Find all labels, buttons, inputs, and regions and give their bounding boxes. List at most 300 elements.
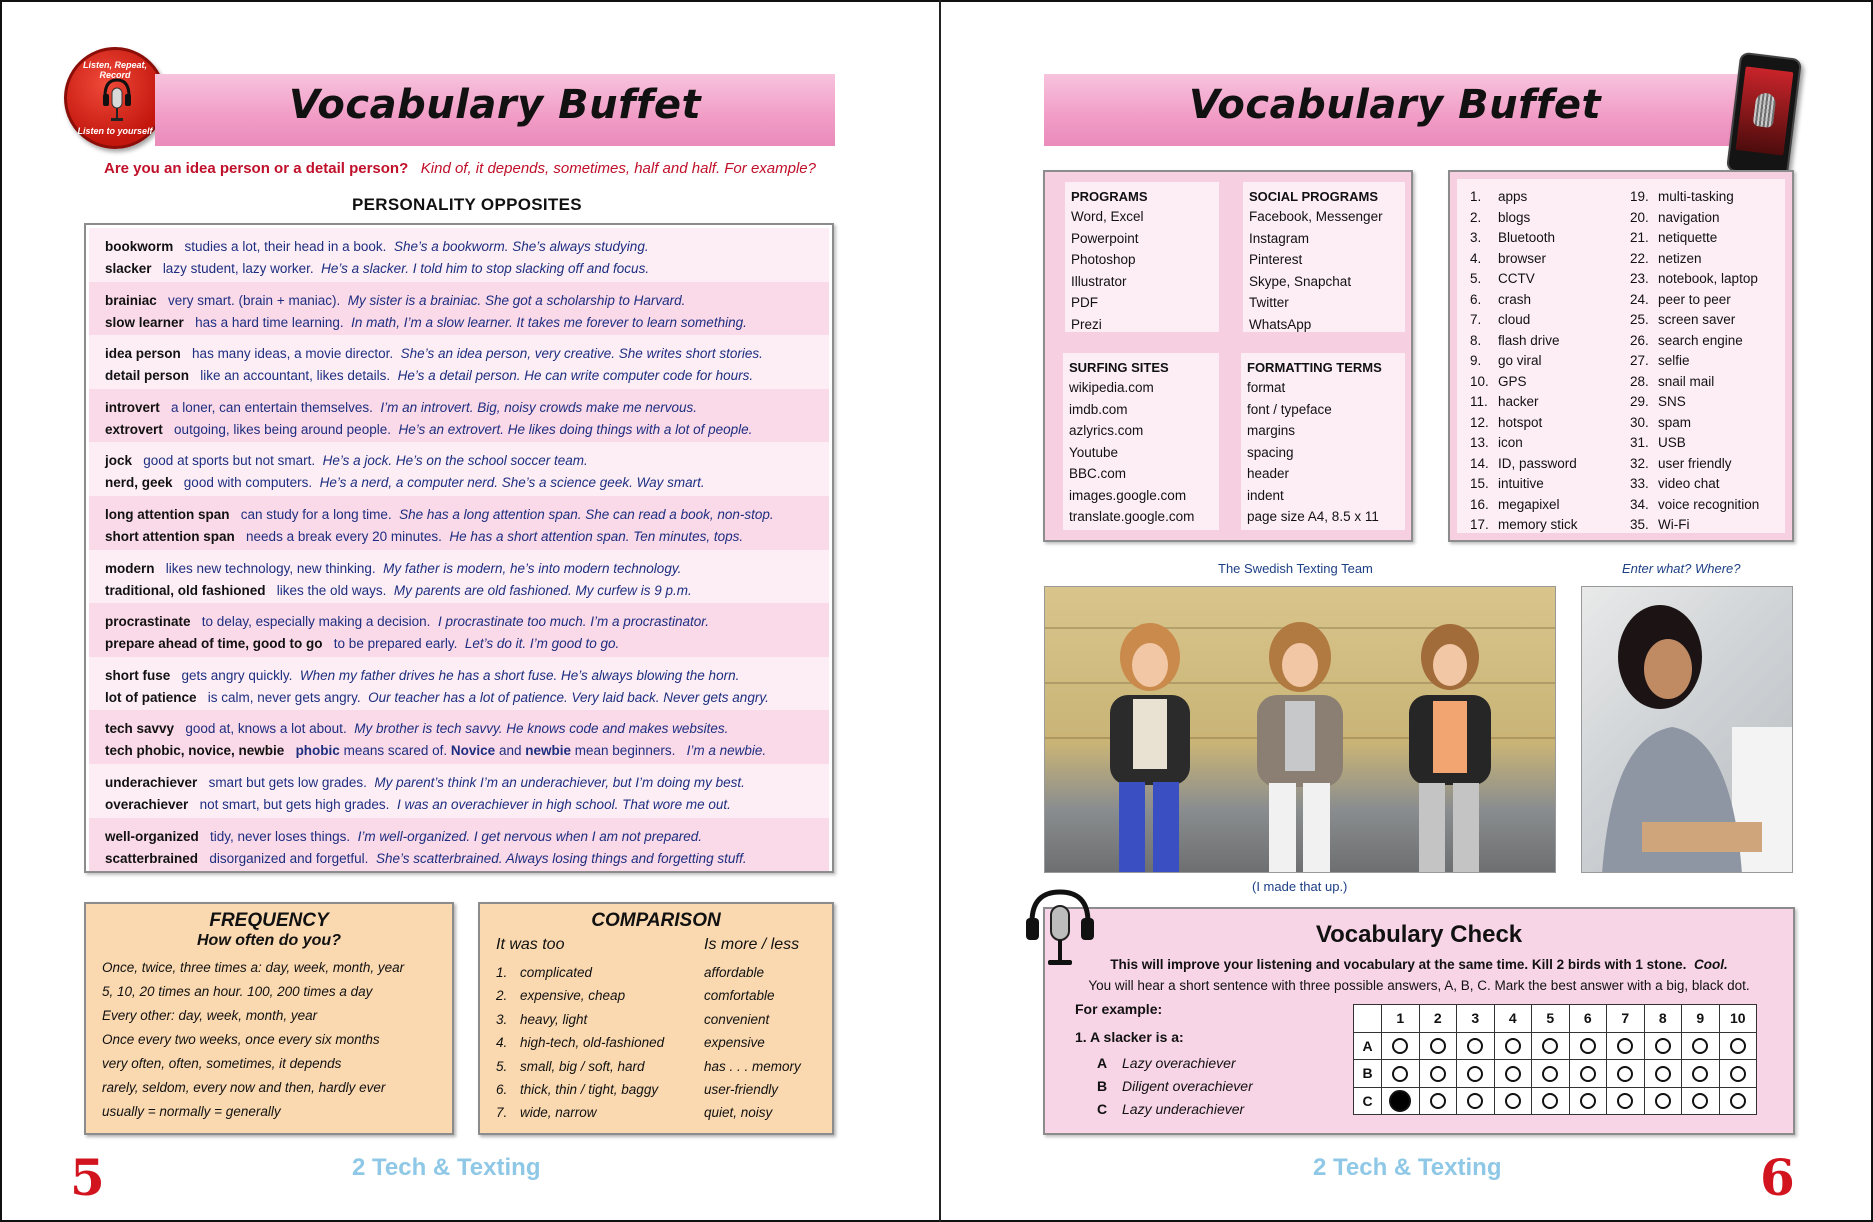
answer-option xyxy=(1097,1101,1245,1117)
definition-part: mean beginners. xyxy=(574,743,676,759)
answer-bubble[interactable] xyxy=(1467,1093,1483,1109)
frequency-box xyxy=(84,902,454,1135)
vocab-word: bookworm xyxy=(105,239,174,254)
personality-opposites-box xyxy=(84,223,834,873)
answer-cell[interactable] xyxy=(1494,1060,1532,1088)
answer-bubble[interactable] xyxy=(1730,1093,1746,1109)
definition: likes new technology, new thinking. xyxy=(165,560,376,576)
item-number: 33. xyxy=(1630,476,1649,491)
answer-cell[interactable] xyxy=(1682,1032,1720,1060)
item-number: 16. xyxy=(1470,496,1489,512)
term-item: BBC.com xyxy=(1069,466,1127,481)
comparison-headers xyxy=(480,936,832,962)
definition: good at, knows a lot about. xyxy=(185,721,347,737)
vocabulary-item xyxy=(1470,415,1620,436)
example-sentence: Let’s do it. I’m good to go. xyxy=(464,636,620,652)
definition-part: phobic xyxy=(295,743,340,759)
item-term: screen saver xyxy=(1658,312,1736,327)
opposite-line xyxy=(105,397,829,419)
answer-cell[interactable] xyxy=(1457,1060,1495,1088)
answer-cell[interactable] xyxy=(1644,1032,1682,1060)
row-number: 5. xyxy=(496,1058,508,1074)
item-number: 25. xyxy=(1630,312,1649,327)
comparison-right: quiet, noisy xyxy=(704,1105,773,1121)
vocab-word: short fuse xyxy=(105,667,171,683)
vocab-word: tech savvy xyxy=(105,721,175,737)
opposite-pair-row xyxy=(89,282,829,336)
answer-bubble[interactable] xyxy=(1692,1093,1708,1109)
vocab-word: prepare ahead of time, good to go xyxy=(105,636,323,652)
answer-cell[interactable] xyxy=(1382,1032,1420,1060)
example-sentence: Our teacher has a lot of patience. Very laid back. Never gets angry. xyxy=(368,689,769,705)
vocab-word: extrovert xyxy=(105,421,163,437)
item-number: 8. xyxy=(1470,332,1482,348)
item-term: Bluetooth xyxy=(1498,230,1556,245)
answer-cell[interactable] xyxy=(1719,1087,1757,1115)
comparison-right: has . . . memory xyxy=(704,1058,801,1074)
definition: smart but gets low grades. xyxy=(208,774,367,790)
definition-part: Novice xyxy=(450,743,496,759)
frequency-line: usually = normally = generally xyxy=(102,1104,281,1119)
vocabulary-item xyxy=(1470,251,1620,272)
item-number: 5. xyxy=(1470,271,1482,286)
comparison-left: high-tech, old-fashioned xyxy=(520,1035,665,1051)
microphone-icon xyxy=(1753,92,1777,128)
vocab-word: long attention span xyxy=(105,506,230,522)
answer-bubble-filled[interactable] xyxy=(1389,1090,1411,1112)
item-term: video chat xyxy=(1658,476,1720,491)
opposite-line xyxy=(105,419,829,441)
example-sentence: I’m a newbie. xyxy=(686,743,767,759)
answer-cell[interactable] xyxy=(1719,1032,1757,1060)
example-sentence: He has a short attention span. Ten minutes, tops. xyxy=(449,528,744,544)
term-item: wikipedia.com xyxy=(1069,380,1154,395)
item-number: 11. xyxy=(1470,394,1488,409)
social-programs-list xyxy=(1249,206,1405,335)
example-sentence: I’m well-organized. I get nervous when I am not prepared. xyxy=(357,828,703,844)
girl-figure xyxy=(1235,617,1365,873)
definition: gets angry quickly. xyxy=(181,667,293,683)
answer-cell[interactable] xyxy=(1457,1087,1495,1115)
opposite-line xyxy=(105,558,829,580)
item-number: 4. xyxy=(1470,250,1482,266)
item-term: apps xyxy=(1498,189,1528,204)
vocabulary-item xyxy=(1470,210,1620,231)
opposite-line xyxy=(105,687,829,709)
term-item: Skype, Snapchat xyxy=(1249,273,1352,289)
item-term: crash xyxy=(1498,291,1532,307)
answer-bubble[interactable] xyxy=(1392,1038,1408,1054)
answer-bubble[interactable] xyxy=(1505,1038,1521,1054)
item-number: 21. xyxy=(1630,230,1649,245)
answer-cell[interactable] xyxy=(1569,1032,1607,1060)
item-number: 22. xyxy=(1630,250,1649,266)
vocabulary-item xyxy=(1630,394,1790,415)
opposite-pair-row xyxy=(89,603,829,657)
answer-bubble[interactable] xyxy=(1505,1066,1521,1082)
option-text: Diligent overachiever xyxy=(1122,1078,1253,1094)
grid-column-label: 4 xyxy=(1494,1005,1532,1033)
comparison-title: COMPARISON xyxy=(591,910,721,931)
term-item: Twitter xyxy=(1249,295,1289,310)
example-sentence: She has a long attention span. She can read a book, non-stop. xyxy=(399,506,774,522)
item-number: 1. xyxy=(1470,189,1482,204)
answer-bubble[interactable] xyxy=(1692,1038,1708,1054)
woman-figure xyxy=(1582,587,1793,873)
example-sentence: He’s a slacker. I told him to stop slacking off and focus. xyxy=(321,261,650,276)
vocab-word: procrastinate xyxy=(105,614,191,630)
opposite-line xyxy=(105,772,829,794)
page-title-right: Vocabulary Buffet xyxy=(1188,82,1602,128)
item-number: 24. xyxy=(1630,291,1649,307)
example-sentence: My sister is a brainiac. She got a scholarship to Harvard. xyxy=(347,292,686,308)
item-term: browser xyxy=(1498,250,1547,266)
item-number: 35. xyxy=(1630,517,1649,532)
item-number: 6. xyxy=(1470,291,1482,307)
item-number: 30. xyxy=(1630,414,1649,430)
opposite-pair-row xyxy=(89,818,829,872)
answer-bubble[interactable] xyxy=(1505,1093,1521,1109)
answer-cell[interactable] xyxy=(1457,1032,1495,1060)
definition: outgoing, likes being around people. xyxy=(174,421,391,437)
option-text: Lazy overachiever xyxy=(1122,1055,1236,1071)
item-number: 27. xyxy=(1630,353,1649,368)
answer-bubble[interactable] xyxy=(1430,1093,1446,1109)
definition: good with computers. xyxy=(183,475,313,491)
title-banner-left xyxy=(155,74,835,146)
term-item: Word, Excel xyxy=(1071,209,1144,224)
vocabulary-item xyxy=(1630,476,1790,497)
definition: studies a lot, their head in a book. xyxy=(184,239,387,254)
answer-bubble[interactable] xyxy=(1580,1038,1596,1054)
item-term: CCTV xyxy=(1498,271,1535,286)
grid-row-label: A xyxy=(1354,1032,1382,1060)
opposite-line xyxy=(105,580,829,602)
frequency-list xyxy=(102,956,452,1124)
answer-cell[interactable] xyxy=(1719,1060,1757,1088)
vocabulary-check-line2: You will hear a short sentence with three possible answers, A, B, C. Mark the best answer with a big, black dot. xyxy=(1088,978,1750,993)
answer-bubble[interactable] xyxy=(1430,1066,1446,1082)
badge-top-text: Listen, Repeat, Record xyxy=(82,60,147,80)
answer-option xyxy=(1097,1078,1253,1094)
vocabulary-item xyxy=(1630,292,1790,313)
example-sentence: I’m an introvert. Big, noisy crowds make me nervous. xyxy=(380,399,698,415)
opposite-line xyxy=(105,848,829,870)
item-term: hacker xyxy=(1498,394,1539,409)
row-number: 1. xyxy=(496,965,508,980)
vocabulary-item xyxy=(1470,456,1620,477)
answer-cell[interactable] xyxy=(1419,1060,1457,1088)
vocab-word: modern xyxy=(105,560,155,576)
surfing-sites-cell xyxy=(1063,353,1219,530)
vocab-word: well-organized xyxy=(105,828,199,844)
vocabulary-item xyxy=(1630,210,1790,231)
vocab-word: detail person xyxy=(105,368,190,384)
opposite-line xyxy=(105,290,829,312)
definition: is calm, never gets angry. xyxy=(207,689,361,705)
vocab-word: introvert xyxy=(105,399,160,415)
item-term: flash drive xyxy=(1498,332,1560,348)
vocabulary-item xyxy=(1630,374,1790,395)
vocabulary-item xyxy=(1630,230,1790,251)
answer-cell[interactable] xyxy=(1644,1060,1682,1088)
formatting-terms-cell xyxy=(1241,353,1405,530)
item-number: 10. xyxy=(1470,373,1489,389)
vocabulary-item xyxy=(1470,476,1620,497)
answer-cell[interactable] xyxy=(1607,1060,1645,1088)
answer-cell[interactable] xyxy=(1682,1087,1720,1115)
answer-bubble[interactable] xyxy=(1467,1066,1483,1082)
vocab-word: tech phobic, novice, newbie xyxy=(105,743,285,759)
vocabulary-check-line1 xyxy=(1045,957,1793,972)
listen-repeat-record-badge xyxy=(64,47,166,149)
answer-bubble[interactable] xyxy=(1655,1066,1671,1082)
vocab-word: slacker xyxy=(105,261,152,276)
opposite-line xyxy=(105,794,829,816)
answer-option xyxy=(1097,1055,1236,1071)
answer-bubble[interactable] xyxy=(1692,1066,1708,1082)
term-item: WhatsApp xyxy=(1249,316,1312,332)
answer-bubble[interactable] xyxy=(1655,1093,1671,1109)
vocabulary-item xyxy=(1630,353,1790,374)
item-term: cloud xyxy=(1498,312,1531,327)
frequency-subtitle: How often do you? xyxy=(197,932,341,949)
answer-cell[interactable] xyxy=(1682,1060,1720,1088)
item-term: Wi-Fi xyxy=(1658,517,1690,532)
item-term: user friendly xyxy=(1658,455,1732,471)
vocabulary-item xyxy=(1470,394,1620,415)
answer-bubble[interactable] xyxy=(1430,1038,1446,1054)
vocabulary-item xyxy=(1470,435,1620,456)
answer-cell[interactable] xyxy=(1494,1032,1532,1060)
item-number: 7. xyxy=(1470,312,1482,327)
grid-column-label: 2 xyxy=(1419,1005,1457,1033)
answer-cell[interactable] xyxy=(1532,1032,1570,1060)
grid-row-label: C xyxy=(1354,1087,1382,1115)
item-term: selfie xyxy=(1658,353,1690,368)
answer-bubble[interactable] xyxy=(1730,1066,1746,1082)
answer-bubble[interactable] xyxy=(1580,1093,1596,1109)
frequency-line: Once every two weeks, once every six months xyxy=(102,1032,380,1047)
answer-bubble[interactable] xyxy=(1617,1093,1633,1109)
comparison-row xyxy=(480,1009,832,1032)
vocabulary-item xyxy=(1470,189,1620,210)
term-item: header xyxy=(1247,466,1290,481)
row-number: 6. xyxy=(496,1081,508,1097)
answer-bubble[interactable] xyxy=(1617,1066,1633,1082)
item-number: 28. xyxy=(1630,373,1649,389)
comparison-head-right: Is more / less xyxy=(704,936,800,953)
item-number: 12. xyxy=(1470,414,1489,430)
row-number: 3. xyxy=(496,1011,508,1027)
comparison-row xyxy=(480,1102,832,1125)
vocab-word: brainiac xyxy=(105,292,157,308)
answer-cell[interactable] xyxy=(1569,1087,1607,1115)
answer-cell[interactable] xyxy=(1607,1032,1645,1060)
item-term: navigation xyxy=(1658,209,1720,225)
answer-bubble[interactable] xyxy=(1655,1038,1671,1054)
vocab-word: nerd, geek xyxy=(105,475,173,491)
example-heading: For example: xyxy=(1075,1001,1163,1017)
answer-bubble[interactable] xyxy=(1580,1066,1596,1082)
item-number: 19. xyxy=(1630,189,1649,204)
answer-cell[interactable] xyxy=(1494,1087,1532,1115)
girl-figure xyxy=(1385,617,1515,873)
answer-cell[interactable] xyxy=(1382,1060,1420,1088)
answer-cell[interactable] xyxy=(1644,1087,1682,1115)
item-number: 14. xyxy=(1470,455,1489,471)
grid-column-label: 3 xyxy=(1457,1005,1495,1033)
comparison-left: small, big / soft, hard xyxy=(520,1058,645,1074)
comparison-left: heavy, light xyxy=(520,1011,588,1027)
vocabulary-item xyxy=(1470,517,1620,538)
vocabulary-item xyxy=(1470,292,1620,313)
example-sentence: When my father drives he has a short fuse. He’s always blowing the horn. xyxy=(299,667,740,683)
example-sentence: She’s an idea person, very creative. She writes short stories. xyxy=(400,346,763,362)
page-number-right: 6 xyxy=(1760,1148,1795,1207)
comparison-right: expensive xyxy=(704,1035,765,1051)
opposite-pair-row xyxy=(89,389,829,443)
term-item: Illustrator xyxy=(1071,273,1127,289)
vocabulary-list-box xyxy=(1448,170,1794,542)
grid-row xyxy=(1354,1087,1757,1115)
term-item: Facebook, Messenger xyxy=(1249,209,1383,224)
term-item: format xyxy=(1247,380,1286,395)
vocabulary-item xyxy=(1630,456,1790,477)
definition: not smart, but gets high grades. xyxy=(199,796,390,812)
definition: to be prepared early. xyxy=(333,636,458,652)
item-term: intuitive xyxy=(1498,476,1544,491)
answer-cell[interactable] xyxy=(1607,1087,1645,1115)
personality-opposites-heading: PERSONALITY OPPOSITES xyxy=(352,195,582,214)
programs-cell xyxy=(1065,182,1219,332)
answer-bubble[interactable] xyxy=(1542,1038,1558,1054)
opposite-line xyxy=(105,633,829,655)
term-item: Pinterest xyxy=(1249,252,1303,267)
example-sentence: My father is modern, he’s into modern technology. xyxy=(383,560,682,576)
item-number: 3. xyxy=(1470,230,1482,245)
social-programs-cell xyxy=(1243,182,1405,332)
item-term: megapixel xyxy=(1498,496,1560,512)
comparison-head-left: It was too xyxy=(496,936,565,953)
row-number: 4. xyxy=(496,1035,508,1051)
item-number: 26. xyxy=(1630,332,1649,348)
item-term: hotspot xyxy=(1498,414,1543,430)
item-number: 9. xyxy=(1470,353,1482,368)
item-number: 2. xyxy=(1470,209,1482,225)
answer-cell[interactable] xyxy=(1532,1060,1570,1088)
answer-bubble[interactable] xyxy=(1467,1038,1483,1054)
answer-cell[interactable] xyxy=(1382,1087,1420,1115)
opposite-pair-row xyxy=(89,657,829,711)
example-sentence: He’s a jock. He’s on the school soccer team. xyxy=(322,453,588,469)
answer-bubble[interactable] xyxy=(1392,1066,1408,1082)
page-number-left: 5 xyxy=(70,1148,105,1207)
comparison-row xyxy=(480,1079,832,1102)
grid-column-label: 5 xyxy=(1532,1005,1570,1033)
badge-bottom-text: Listen to yourself xyxy=(77,126,153,136)
surfing-sites-list xyxy=(1069,377,1219,528)
comparison-right: user-friendly xyxy=(704,1081,779,1097)
phone-screen xyxy=(1736,66,1794,155)
item-term: ID, password xyxy=(1498,455,1577,471)
answer-bubble[interactable] xyxy=(1542,1093,1558,1109)
definition-part: means scared of. xyxy=(343,743,448,759)
comparison-rows xyxy=(480,962,832,1126)
grid-column-label: 10 xyxy=(1719,1005,1757,1033)
opposite-pair-row xyxy=(89,442,829,496)
example-question: 1. A slacker is a: xyxy=(1075,1029,1184,1045)
definition-part: and xyxy=(498,743,522,759)
item-term: spam xyxy=(1658,414,1692,430)
vocabulary-item xyxy=(1470,353,1620,374)
answer-cell[interactable] xyxy=(1532,1087,1570,1115)
opposite-line xyxy=(105,611,829,633)
vocabulary-item xyxy=(1630,415,1790,436)
opposite-line xyxy=(105,258,829,280)
option-letter: C xyxy=(1097,1101,1108,1117)
comparison-row xyxy=(480,1056,832,1079)
term-item: spacing xyxy=(1247,444,1294,460)
item-number: 17. xyxy=(1470,517,1489,532)
answer-cell[interactable] xyxy=(1569,1060,1607,1088)
option-letter: A xyxy=(1097,1055,1108,1071)
item-term: USB xyxy=(1658,435,1686,450)
comparison-left: complicated xyxy=(520,965,593,980)
item-term: netizen xyxy=(1658,250,1702,266)
term-item: Youtube xyxy=(1069,444,1119,460)
discussion-question xyxy=(104,160,816,177)
definition: lazy student, lazy worker. xyxy=(162,261,314,276)
opposite-line xyxy=(105,312,829,334)
formatting-terms-heading: FORMATTING TERMS xyxy=(1247,360,1382,375)
term-item: Powerpoint xyxy=(1071,230,1139,246)
microphone-icon xyxy=(103,78,131,124)
comparison-row xyxy=(480,1032,832,1055)
item-term: SNS xyxy=(1658,394,1686,409)
comparison-left: expensive, cheap xyxy=(520,988,626,1004)
answer-bubble[interactable] xyxy=(1542,1066,1558,1082)
vocabulary-check-title: Vocabulary Check xyxy=(1315,921,1523,948)
vocabulary-item xyxy=(1630,189,1790,210)
vocab-word: scatterbrained xyxy=(105,850,199,866)
answer-bubble[interactable] xyxy=(1617,1038,1633,1054)
caption-texting-team: The Swedish Texting Team xyxy=(1218,561,1373,576)
answer-cell[interactable] xyxy=(1419,1032,1457,1060)
answer-cell[interactable] xyxy=(1419,1087,1457,1115)
grid-column-label: 6 xyxy=(1569,1005,1607,1033)
line1-italic: Cool. xyxy=(1693,957,1728,972)
item-term: GPS xyxy=(1498,373,1527,389)
term-item: font / typeface xyxy=(1247,401,1332,417)
item-number: 23. xyxy=(1630,271,1649,286)
example-sentence: I procrastinate too much. I’m a procrastinator. xyxy=(437,614,710,630)
vocabulary-item xyxy=(1470,374,1620,395)
term-item: translate.google.com xyxy=(1069,509,1195,524)
comparison-row xyxy=(480,985,832,1008)
frequency-title: FREQUENCY xyxy=(209,910,329,931)
opposite-line xyxy=(105,526,829,548)
opposite-line xyxy=(105,826,829,848)
answer-bubble[interactable] xyxy=(1730,1038,1746,1054)
vocabulary-list-inner xyxy=(1457,179,1785,533)
question-example: Kind of, it depends, sometimes, half and half. For example? xyxy=(420,160,816,177)
definition: a loner, can entertain themselves. xyxy=(171,399,373,415)
answer-grid xyxy=(1353,1004,1757,1115)
vocabulary-item xyxy=(1630,251,1790,272)
term-item: page size A4, 8.5 x 11 xyxy=(1247,509,1379,524)
opposite-line xyxy=(105,343,829,365)
